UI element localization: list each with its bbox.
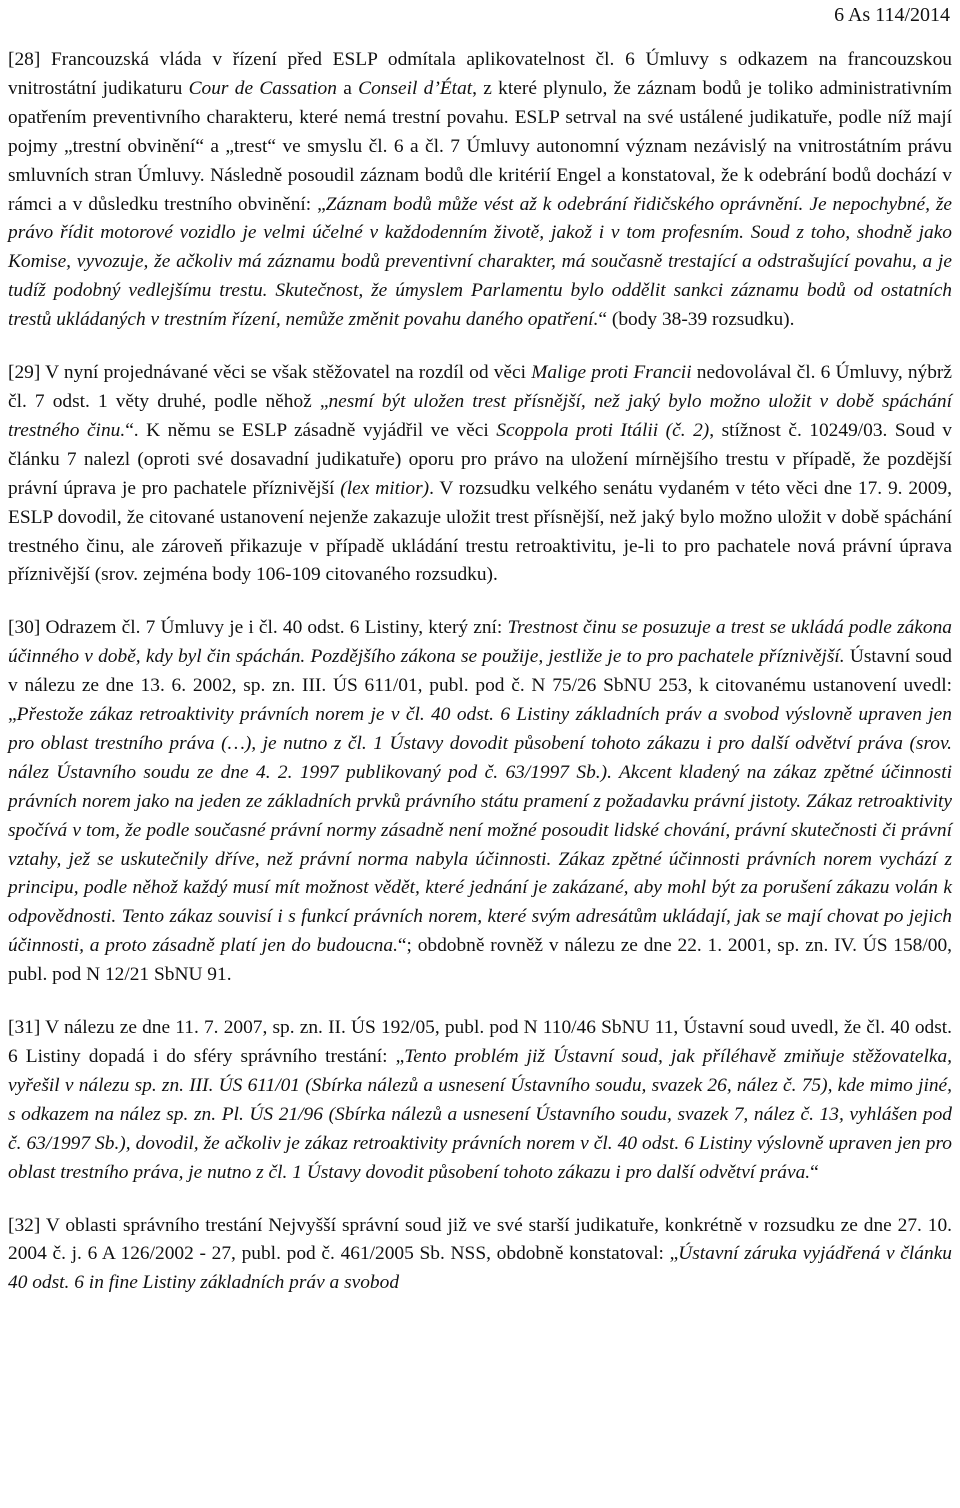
paragraph-text: V nyní projednávané věci se však stěžovatel na rozdíl od věci	[40, 362, 532, 384]
paragraph-text: “ (body 38-39 rozsudku).	[598, 309, 795, 331]
italic-text: Trestnost činu se posuzuje a trest se ukládá podle zákona účinného v době, kdy byl čin spáchán. Pozdějšího zákona se použije, jestliže je to pro pachatele příznivější.	[8, 617, 952, 668]
paragraph-text: “; obdobně rovněž v nálezu ze dne 22. 1. 2001, sp. zn. IV. ÚS 158/00, publ. pod N 12/21 SbNU 91.	[8, 935, 952, 986]
paragraph-32	[8, 1212, 952, 1299]
paragraph-text: Francouzská vláda v řízení před ESLP odmítala aplikovatelnost čl. 6 Úmluvy s odkazem na francouzskou vnitrostátní judikaturu	[8, 49, 952, 99]
paragraph-text: V oblasti správního trestání Nejvyšší správní soud již ve své starší judikatuře, konkrétně v rozsudku ze dne 27. 10. 2004 č. j. 6 A 126/2002 - 27, publ. pod č. 461/2005 Sb. NSS, obdobně konstatoval: „	[8, 1214, 952, 1265]
paragraph-text: “	[810, 1161, 819, 1183]
italic-text: Conseil d’État	[358, 77, 473, 99]
paragraph-text: a	[336, 77, 359, 99]
paragraph-text: , stížnost č. 10249/03. Soud v článku 7 nalezl (oproti své dosavadní judikatuře) oporu pro právo na uložení mírnějšího trestu v případě, že pozdější právní úprava je pro pachatele příznivější	[8, 419, 952, 499]
paragraph-number: [30]	[8, 617, 41, 639]
paragraph-text: , z které plynulo, že záznam bodů je toliko administrativním opatřením preventivního charakteru, které nemá trestní povahu. ESLP setrval na své ustálené judikatuře, podle níž mají pojmy „trestní obvinění“ a „trest“ ve smyslu čl. 6 a čl. 7 Úmluvy autonomní význam nezávislý na vnitrostátním právu smluvních stran Úmluvy. Následně posoudil záznam bodů dle kritérií Engel a konstatoval, že k odebrání bodů dochází v rámci a v důsledku trestního obvinění: „	[8, 77, 952, 215]
paragraph-29	[8, 359, 952, 590]
italic-text: Záznam bodů může vést až k odebrání řidičského oprávnění. Je nepochybné, že právo řídit motorové vozidlo je velmi účelné v každodenním životě, jakož i v tom profesním. Soud z toho, shodně jako Komise, vyvozuje, že ačkoliv má záznamu bodů preventivní charakter, má současně trestající a odstrašující povahu, a je tudíž podobný vedlejšímu trestu. Skutečnost, že úmyslem Parlamentu bylo oddělit sankci záznamu bodů od ostatních trestů ukládaných v trestním řízení, nemůže změnit povahu daného opatření.	[8, 193, 952, 331]
italic-text: Tento problém již Ústavní soud, jak příléhavě zmiňuje stěžovatelka, vyřešil v nálezu sp. zn. III. ÚS 611/01 (Sbírka nálezů a usnesení Ústavního soudu, svazek 26, nález č. 75), kde mimo jiné, s odkazem na nález sp. zn. Pl. ÚS 21/96 (Sbírka nálezů a usnesení Ústavního soudu, svazek 7, nález č. 13, vyhlášen pod č. 63/1997 Sb.), dovodil, že ačkoliv je zákaz retroaktivity právních norem v čl. 40 odst. 6 Listiny výslovně upraven jen pro oblast trestního práva, je nutno z čl. 1 Ústavy dovodit působení tohoto zákazu i pro další odvětví práva.	[8, 1046, 952, 1183]
paragraph-number: [31]	[8, 1017, 41, 1039]
paragraph-number: [32]	[8, 1214, 41, 1236]
italic-text: Ústavní záruka vyjádřená v článku 40 odst. 6 in fine Listiny základních práv a svobod	[8, 1243, 952, 1294]
paragraph-text: V nálezu ze dne 11. 7. 2007, sp. zn. II. ÚS 192/05, publ. pod N 110/46 SbNU 11, Ústavní soud uvedl, že čl. 40 odst. 6 Listiny dopadá i do sféry správního trestání: „	[8, 1017, 952, 1067]
italic-text: Scoppola proti Itálii (č. 2)	[496, 419, 710, 441]
italic-text: Malige proti Francii	[531, 362, 692, 384]
paragraph-number: [29]	[8, 362, 41, 384]
paragraph-number: [28]	[8, 49, 41, 70]
paragraph-text: nedovolával čl. 6 Úmluvy, nýbrž čl. 7 odst. 1 věty druhé, podle něhož „	[8, 362, 952, 412]
paragraph-text: “. K němu se ESLP zásadně vyjádřil ve věci	[125, 419, 497, 441]
paragraph-text: Ústavní soud v nálezu ze dne 13. 6. 2002, sp. zn. III. ÚS 611/01, publ. pod č. N 75/26 SbNU 253, k citovanému ustanovení uvedl: „	[8, 646, 952, 726]
italic-text: nesmí být uložen trest přísnější, než jaký bylo možno uložit v době spáchání trestného činu.	[8, 390, 952, 441]
paragraph-28	[8, 46, 952, 335]
italic-text: Přestože zákaz retroaktivity právních norem je v čl. 40 odst. 6 Listiny základních práv a svobod výslovně upraven jen pro oblast trestního práva (…), je nutno z čl. 1 Ústavy dovodit působení tohoto zákazu i pro další odvětví práva (srov. nález Ústavního soudu ze dne 4. 2. 1997 publikovaný pod č. 63/1997 Sb.). Akcent kladený na zákaz zpětné účinnosti právních norem jako na jeden ze základních prvků právního státu pramení z požadavku právní jistoty. Zákaz retroaktivity spočívá v tom, že podle současné právní normy zásadně není možné posoudit lidské chování, právní skutečnosti či právní vztahy, jež se uskutečnily dříve, než právní norma nabyla účinnosti. Zákaz zpětné účinnosti právních norem vychází z principu, podle něhož každý musí mít možnost vědět, které jednání je zakázané, aby mohl být za porušení zákazu volán k odpovědnosti. Tento zákaz souvisí i s funkcí právních norem, které svým adresátům ukládají, jak se mají chovat po jejich účinnosti, a proto zásadně platí jen do budoucna.	[8, 704, 952, 957]
paragraph-text: Odrazem čl. 7 Úmluvy je i čl. 40 odst. 6 Listiny, který zní:	[40, 617, 508, 639]
page-header-case-number: 6 As 114/2014	[834, 4, 950, 26]
italic-text: Cour de Cassation	[188, 77, 337, 99]
paragraph-30	[8, 614, 952, 990]
paragraph-text: . V rozsudku velkého senátu vydaném v této věci dne 17. 9. 2009, ESLP dovodil, že citované ustanovení nejenže zakazuje uložit trest přísnější, než jaký bylo možno uložit v době spáchání trestného činu, ale zároveň přikazuje v případě ukládání trestu retroaktivitu, je-li to pro pachatele nová právní úprava příznivější (srov. zejména body 106-109 citovaného rozsudku).	[8, 477, 952, 586]
document-body	[8, 46, 952, 1298]
paragraph-31	[8, 1014, 952, 1187]
italic-text: (lex mitior)	[340, 477, 430, 499]
